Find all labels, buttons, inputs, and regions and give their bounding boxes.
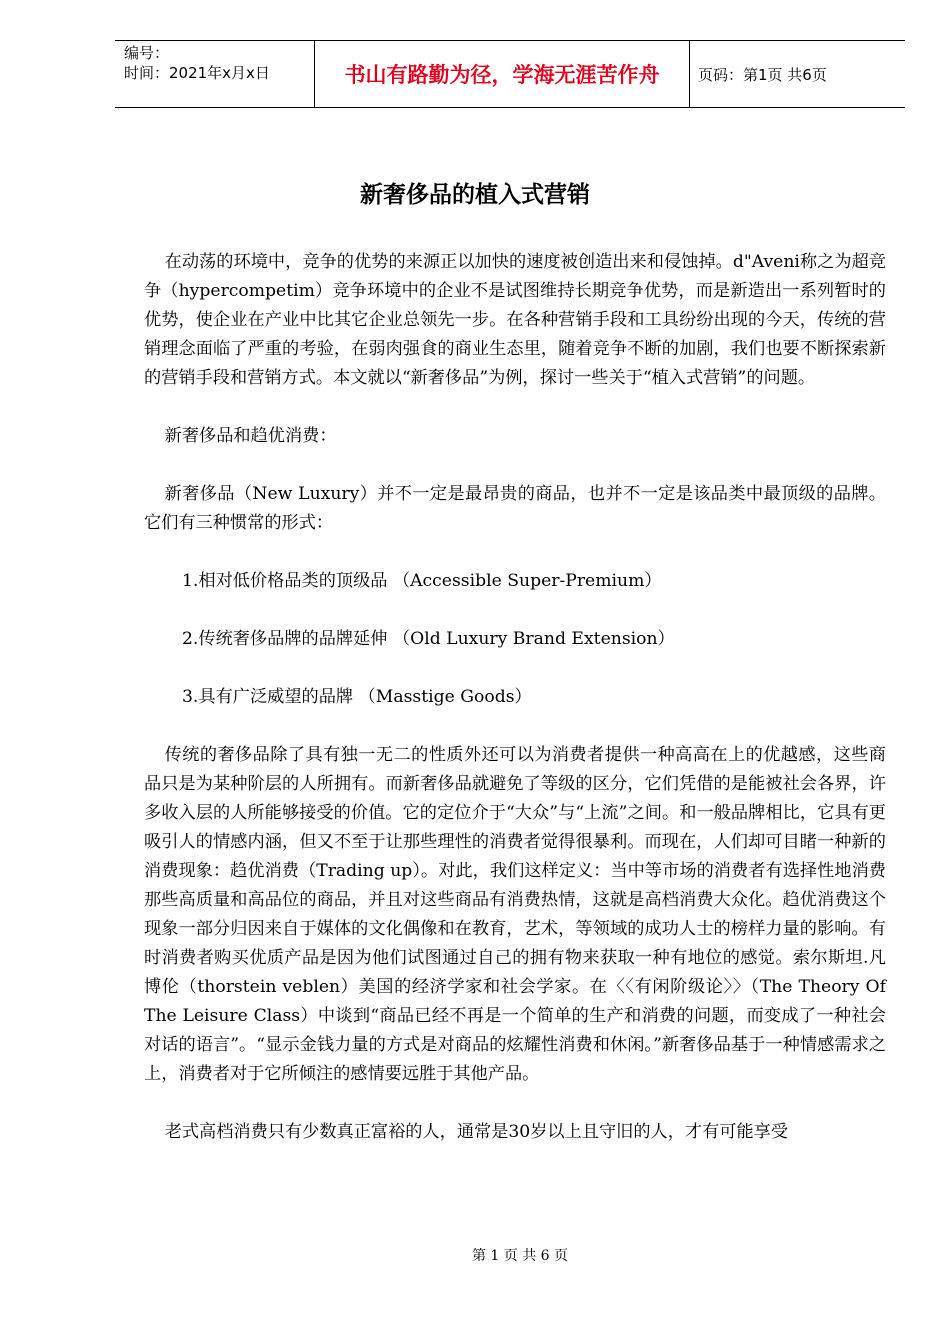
document-title: 新奢侈品的植入式营销 [360, 181, 590, 208]
header-meta [115, 41, 315, 107]
paragraph-definition: 新奢侈品（New Luxury）并不一定是最昂贵的商品，也并不一定是该品类中最顶级的品牌。它们有三种惯常的形式： [144, 484, 886, 533]
document-body [144, 248, 886, 1176]
paragraph-trading-up: 传统的奢侈品除了具有独一无二的性质外还可以为消费者提供一种高高在上的优越感，这些商品只是为某种阶层的人所拥有。而新奢侈品就避免了等级的区分，它们凭借的是能被社会各界，许多收入层的人所能够接受的价值。它的定位介于“大众”与“上流”之间。和一般品牌相比，它具有更吸引人的情感内涵，但又不至于让那些理性的消费者觉得很暴利。而现在，人们却可目睹一种新的消费现象：趋优消费（Trading up）。对此，我们这样定义：当中等市场的消费者有选择性地消费那些高质量和高品位的商品，并且对这些商品有消费热情，这就是高档消费大众化。趋优消费这个现象一部分归因来自于媒体的文化偶像和在教育，艺术，等领域的成功人士的榜样力量的影响。有时消费者购买优质产品是因为他们试图通过自己的拥有物来获取一种有地位的感觉。索尔斯坦.凡博伦（thorstein veblen）美国的经济学家和社会学家。在〈〈有闲阶级论〉〉（The Theory Of The Leisure Class）中谈到“商品已经不再是一个简单的生产和消费的问题，而变成了一种社会对话的语言”。“显示金钱力量的方式是对商品的炫耀性消费和休闲。”新奢侈品基于一种情感需求之上，消费者对于它所倾注的感情要远胜于其他产品。 [144, 745, 886, 1084]
list-item-2: 2.传统奢侈品牌的品牌延伸 （Old Luxury Brand Extension） [182, 629, 675, 649]
paragraph-old-luxury: 老式高档消费只有少数真正富裕的人，通常是30岁以上且守旧的人，才有可能享受 [164, 1122, 789, 1142]
header-page-label: 页码：第1页 共6页 [698, 65, 827, 84]
header-number-label: 编号： [124, 44, 170, 62]
list-item-1: 1.相对低价格品类的顶级品 （Accessible Super-Premium） [182, 571, 662, 591]
section-heading: 新奢侈品和趋优消费： [164, 426, 337, 446]
page-footer: 第 1 页 共 6 页 [471, 1248, 569, 1264]
header-time-label: 时间：2021年x月x日 [124, 64, 270, 82]
list-item-3: 3.具有广泛威望的品牌 （Masstige Goods） [182, 687, 532, 707]
header-motto: 书山有路勤为径，学海无涯苦作舟 [315, 41, 690, 107]
page-header [115, 40, 905, 108]
paragraph-intro: 在动荡的环境中，竞争的优势的来源正以加快的速度被创造出来和侵蚀掉。d"Aveni称之为超竞争（hypercompetim）竞争环境中的企业不是试图维持长期竞争优势，而是新造出一系列暂时的优势，使企业在产业中比其它企业总领先一步。在各种营销手段和工具纷纷出现的今天，传统的营销理念面临了严重的考验，在弱肉强食的商业生态里，随着竞争不断的加剧，我们也要不断探索新的营销手段和营销方式。本文就以“新奢侈品”为例，探讨一些关于“植入式营销”的问题。 [144, 252, 886, 388]
